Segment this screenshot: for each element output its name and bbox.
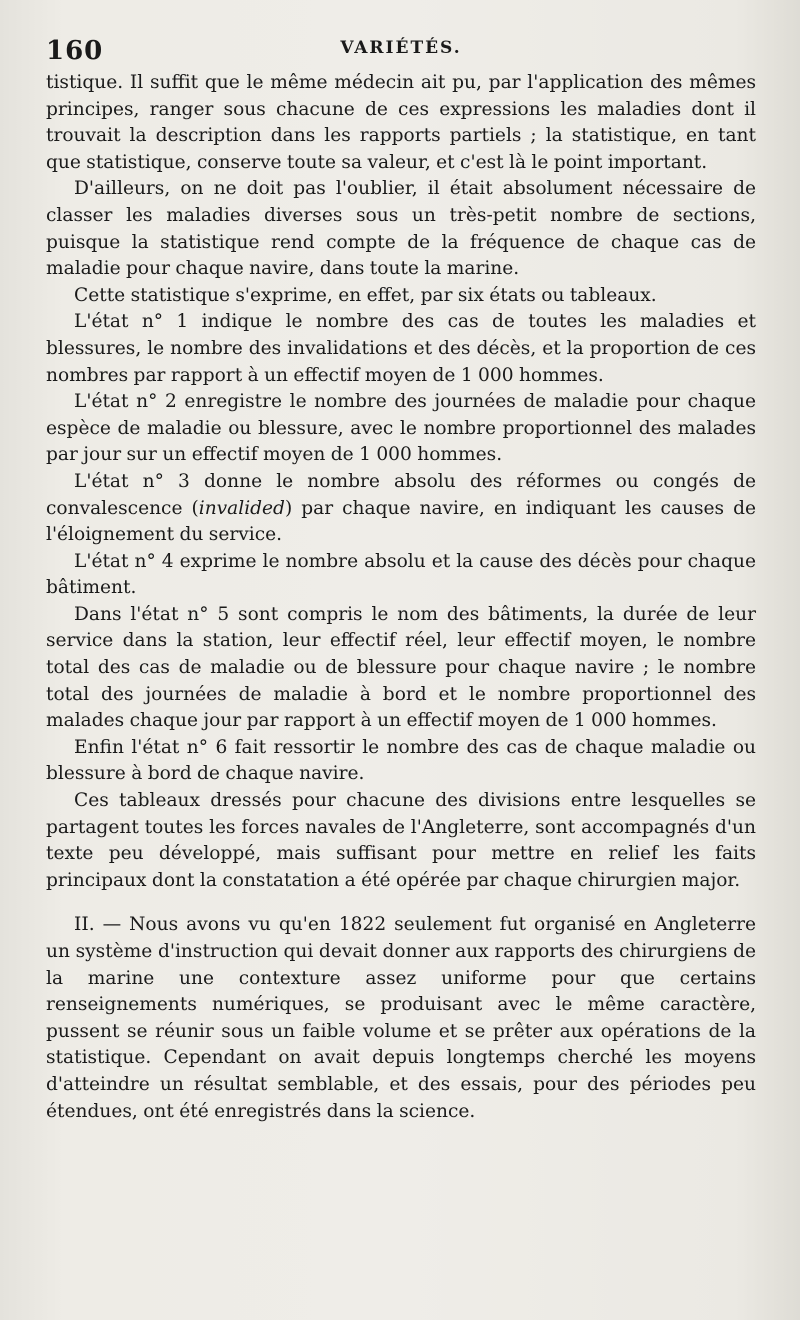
section-paragraph: II. — Nous avons vu qu'en 1822 seulement fut organisé en Angleterre un système d'instruction qui devait donner aux rapports des chirurgiens de la marine une contexture assez uniforme pour que certains renseignements numériques, se produisant avec le même caractère, pussent se réunir sous un faible volume et se prêter aux opérations de la statistique. Cependant on avait depuis longtemps cherché les moyens d'atteindre un résultat semblable, et des essais, pour des périodes peu étendues, ont été enregistrés dans la science. <box>46 914 756 1122</box>
page-number: 160 <box>46 36 104 66</box>
paragraph: Enfin l'état n° 6 fait ressortir le nombre des cas de chaque maladie ou blessure à bord de chaque navire. <box>46 736 756 785</box>
paragraph: L'état n° 1 indique le nombre des cas de toutes les maladies et blessures, le nombre des invalidations et des décès, et la proportion de ces nombres par rapport à un effectif moyen de 1 000 hommes. <box>46 311 756 386</box>
paragraph-text: L'état n° 3 donne le nombre absolu des réformes ou congés de convalescence ( <box>46 470 756 519</box>
page-header <box>46 34 756 68</box>
paragraph: L'état n° 2 enregistre le nombre des journées de maladie pour chaque espèce de maladie ou blessure, avec le nombre proportionnel des malades par jour sur un effectif moyen de 1 000 hommes. <box>46 391 756 466</box>
running-head: VARIÉTÉS. <box>340 38 462 58</box>
paragraph: tistique. Il suffit que le même médecin ait pu, par l'application des mêmes principes, ranger sous chacune de ces expressions les maladies dont il trouvait la description dans les rapports partiels ; la statistique, en tant que statistique, conserve toute sa valeur, et c'est là le point important. <box>46 72 756 173</box>
paragraph: L'état n° 4 exprime le nombre absolu et la cause des décès pour chaque bâtiment. <box>46 550 756 599</box>
paragraph: Ces tableaux dressés pour chacune des divisions entre lesquelles se partagent toutes les forces navales de l'Angleterre, sont accompagnés d'un texte peu développé, mais suffisant pour mettre en relief les faits principaux dont la constatation a été opérée par chaque chirurgien major. <box>46 790 756 891</box>
italic-term: invalided <box>198 497 285 519</box>
paragraph: Dans l'état n° 5 sont compris le nom des bâtiments, la durée de leur service dans la station, leur effectif réel, leur effectif moyen, le nombre total des cas de maladie ou de blessure pour chaque navire ; le nombre total des journées de maladie à bord et le nombre proportionnel des malades chaque jour par rapport à un effectif moyen de 1 000 hommes. <box>46 603 756 732</box>
paragraph: D'ailleurs, on ne doit pas l'oublier, il était absolument nécessaire de classer les maladies diverses sous un très-petit nombre de sections, puisque la statistique rend compte de la fréquence de chaque cas de maladie pour chaque navire, dans toute la marine. <box>46 178 756 280</box>
body-text <box>46 70 756 1125</box>
paragraph <box>46 469 756 549</box>
paragraph: Cette statistique s'exprime, en effet, par six états ou tableaux. <box>74 284 657 306</box>
paragraph-text: ) par chaque navire, en indiquant les causes de l'éloignement du service. <box>46 497 756 546</box>
